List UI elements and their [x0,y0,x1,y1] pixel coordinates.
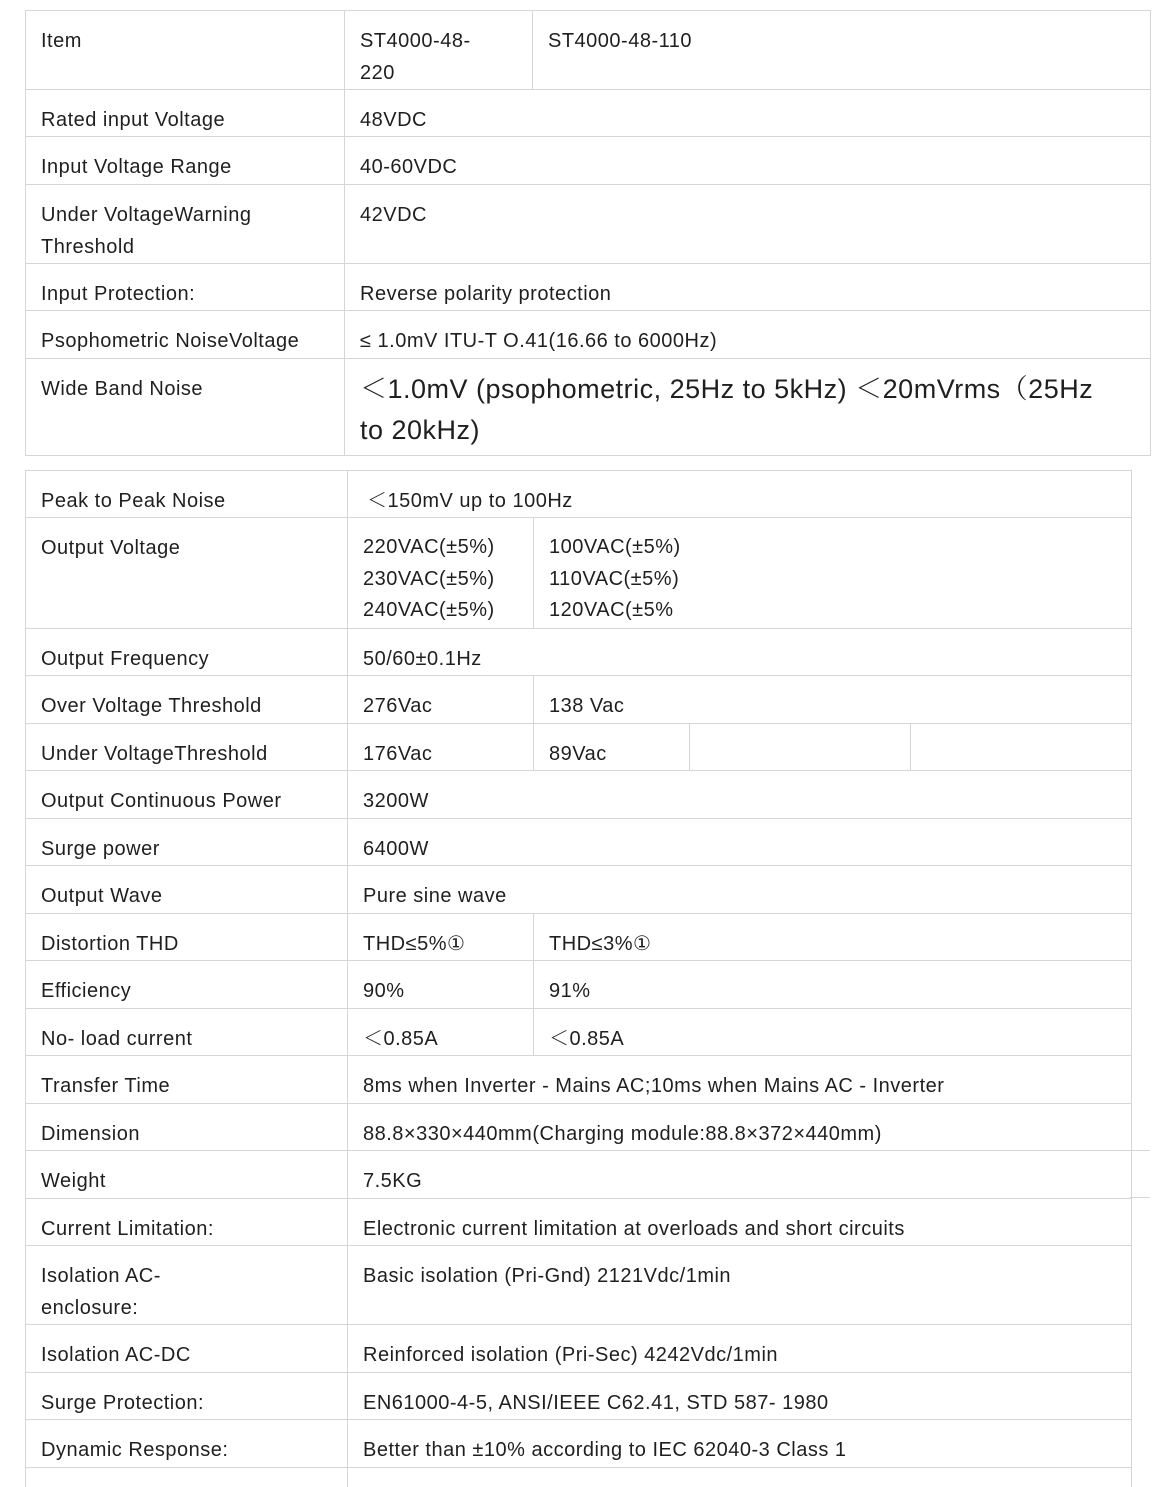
row-label: Weight [41,1170,106,1192]
spec-table-output [25,470,1132,1487]
table-row [26,1245,1131,1324]
row-value: 48VDC [360,109,427,131]
table-row [26,960,1131,1008]
row-label: Rated input Voltage [41,109,226,131]
row-value: Better than ±10% according to IEC 62040-3 Class 1 [363,1439,847,1461]
row-value: 40-60VDC [360,156,458,178]
row-label: No- load current [41,1028,193,1050]
row-value: ≤ 1.0mV ITU-T O.41(16.66 to 6000Hz) [360,330,718,352]
row-value: Pure sine wave [363,885,507,907]
row-value: Reverse polarity protection [360,283,612,305]
row-value: 7.5KG [363,1170,423,1192]
table-row [26,865,1131,913]
row-label: Over Voltage Threshold [41,695,262,717]
table-row [26,818,1131,865]
table-row [26,1103,1131,1150]
table-row [26,628,1131,675]
table-row [26,358,1150,455]
row-label: Efficiency [41,980,132,1002]
table-row [26,310,1150,358]
row-label: Surge power [41,838,160,860]
row-value: 3200W [363,790,429,812]
table-row [26,1055,1131,1103]
row-value-b: ＜0.85A [549,1028,625,1050]
table-row [26,1198,1131,1245]
row-value-a: 176Vac [363,743,433,765]
table-row [26,136,1150,184]
spec-table-input [25,10,1151,456]
table-row [26,470,1131,517]
table-row [26,517,1131,628]
table-row [26,1150,1131,1198]
row-value: ＜1.0mV (psophometric, 25Hz to 5kHz) ＜20mVrms（25Hz to 20kHz) [360,374,1094,445]
row-value: 88.8×330×440mm(Charging module:88.8×372×440mm) [363,1123,882,1145]
row-value-b: 89Vac [549,743,607,765]
table-row [26,1372,1131,1419]
row-label: Distortion THD [41,933,179,955]
row-label: Wide Band Noise [41,378,204,400]
row-value-a: THD≤5%① [363,933,466,955]
row-label: Psophometric NoiseVoltage [41,330,300,352]
row-label: Dimension [41,1123,140,1145]
table-row-trailing [26,1467,1131,1487]
row-label: Isolation AC- enclosure: [41,1265,161,1319]
row-value-b: THD≤3%① [549,933,652,955]
row-label: Input Voltage Range [41,156,232,178]
row-label: Under VoltageThreshold [41,743,268,765]
row-label: Output Frequency [41,648,210,670]
row-value: 50/60±0.1Hz [363,648,482,670]
row-value-b: 138 Vac [549,695,625,717]
table-row [26,675,1131,723]
header-item-label: Item [41,30,82,52]
row-value-a: ＜0.85A [363,1028,439,1050]
row-value: 42VDC [360,204,427,226]
row-value-a: 276Vac [363,695,433,717]
header-model-a: ST4000-48- 220 [360,30,471,84]
header-model-b: ST4000-48-110 [548,30,692,52]
row-value: 6400W [363,838,429,860]
table-row [26,1419,1131,1467]
row-value-a: 90% [363,980,405,1002]
row-label: Output Voltage [41,537,181,559]
row-value-b: 91% [549,980,591,1002]
table-row [26,89,1150,136]
row-label: Current Limitation: [41,1218,214,1240]
row-value-a: 220VAC(±5%) 230VAC(±5%) 240VAC(±5%) [363,536,495,621]
row-label: Dynamic Response: [41,1439,229,1461]
row-value: EN61000-4-5, ANSI/IEEE C62.41, STD 587- 1980 [363,1392,829,1414]
row-label: Transfer Time [41,1075,171,1097]
row-value: Reinforced isolation (Pri-Sec) 4242Vdc/1min [363,1344,779,1366]
table-row [26,913,1131,960]
table-row [26,1008,1131,1055]
table-row [26,723,1131,770]
table-row [26,184,1150,263]
table-row [26,1324,1131,1372]
row-label: Peak to Peak Noise [41,490,226,512]
row-value: 8ms when Inverter - Mains AC;10ms when Mains AC - Inverter [363,1075,945,1097]
table-row [26,770,1131,818]
row-value: ＜150mV up to 100Hz [367,490,573,512]
table-row-header [26,10,1150,89]
table-row [26,263,1150,310]
row-value: Electronic current limitation at overloads and short circuits [363,1218,905,1240]
table-border-fragment [1130,1150,1150,1151]
row-label: Output Wave [41,885,163,907]
row-value: Basic isolation (Pri-Gnd) 2121Vdc/1min [363,1265,732,1287]
table-border-fragment [1130,1197,1150,1198]
row-label: Input Protection: [41,283,196,305]
row-label: Isolation AC-DC [41,1344,191,1366]
row-label: Surge Protection: [41,1392,205,1414]
row-label: Output Continuous Power [41,790,282,812]
row-value-b: 100VAC(±5%) 110VAC(±5%) 120VAC(±5% [549,536,681,621]
row-label: Under VoltageWarning Threshold [41,204,252,258]
